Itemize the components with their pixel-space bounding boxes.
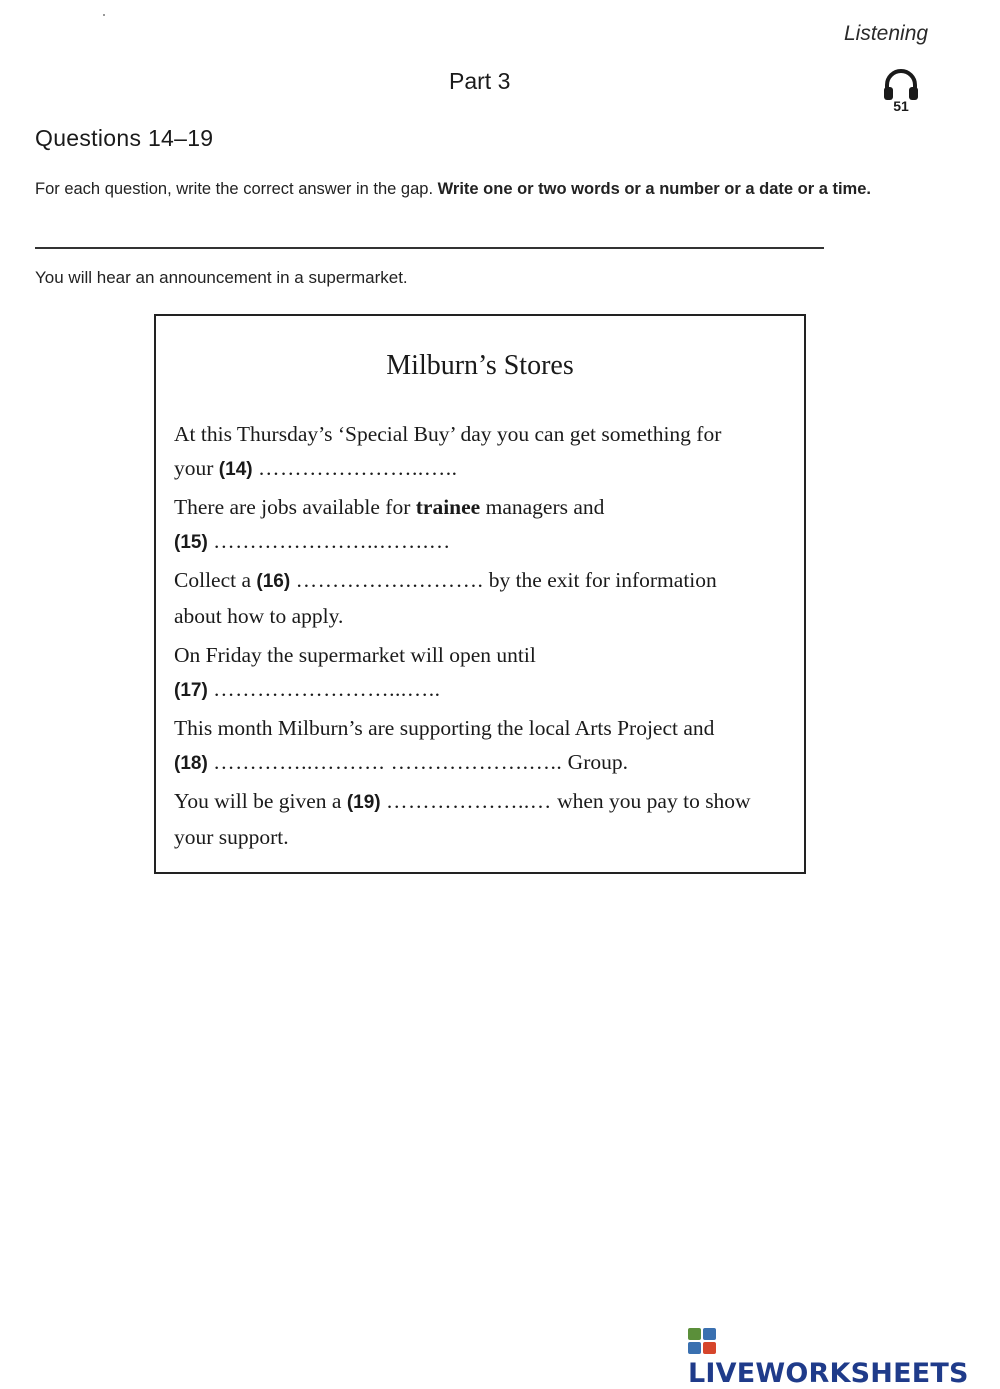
note-text: On Friday the supermarket will open until: [174, 643, 536, 667]
note-item-15: [174, 490, 784, 560]
question-number: (16): [256, 571, 291, 592]
question-number: (15): [174, 532, 208, 553]
notes-title: Milburn’s Stores: [386, 350, 574, 381]
answer-gap-17[interactable]: ……………………...…..: [213, 677, 441, 701]
answer-gap-14[interactable]: …………………..…..: [257, 456, 458, 480]
context-text: You will hear an announcement in a supermarket.: [35, 268, 408, 287]
liveworksheets-logo-icon: [688, 1328, 718, 1354]
note-item-17: [174, 638, 784, 708]
note-text: At this Thursday’s ‘Special Buy’ day you can get something for: [174, 422, 722, 446]
brand-name: LIVEWORKSHEETS: [688, 1358, 969, 1389]
note-text: managers and: [485, 495, 605, 519]
audio-track-indicator[interactable]: [878, 66, 924, 126]
note-item-16: [174, 563, 784, 633]
question-number: (19): [346, 792, 381, 813]
question-number: (18): [174, 753, 208, 774]
scan-speck: [103, 14, 105, 16]
instructions: [35, 175, 915, 204]
note-item-19: [174, 784, 784, 854]
divider: [35, 247, 824, 249]
notes-box: [154, 314, 806, 874]
note-text: by the exit for information: [488, 568, 717, 592]
note-item-14: [174, 417, 784, 487]
note-text: your support.: [174, 825, 289, 849]
question-number: (17): [174, 680, 208, 701]
answer-gap-15[interactable]: …………………..…….…: [213, 529, 451, 553]
answer-gap-18[interactable]: …………..………. ……………….…..: [213, 750, 563, 774]
note-text: when you pay to show: [557, 789, 751, 813]
instructions-emphasis: Write one or two words or a number or a date or a time.: [437, 180, 871, 198]
note-text: your: [174, 456, 214, 480]
note-item-18: [174, 711, 784, 781]
answer-gap-16[interactable]: …………….……….: [295, 568, 484, 592]
note-text: about how to apply.: [174, 604, 344, 628]
note-text: There are jobs available for: [174, 495, 411, 519]
questions-heading: Questions 14–19: [35, 125, 214, 151]
answer-gap-19[interactable]: ………………..…: [385, 789, 552, 813]
part-title: Part 3: [449, 68, 511, 94]
track-number: 51: [893, 98, 909, 114]
brand-watermark[interactable]: [688, 1327, 1000, 1389]
note-text: Group.: [567, 750, 628, 774]
note-text: Collect a: [174, 568, 252, 592]
note-text: You will be given a: [174, 789, 342, 813]
section-label: Listening: [844, 22, 929, 45]
headphones-icon: [881, 66, 921, 102]
note-emphasis: trainee: [415, 495, 481, 519]
note-text: This month Milburn’s are supporting the local Arts Project and: [174, 716, 715, 740]
instructions-text: For each question, write the correct answer in the gap.: [35, 180, 434, 198]
question-number: (14): [218, 459, 253, 480]
